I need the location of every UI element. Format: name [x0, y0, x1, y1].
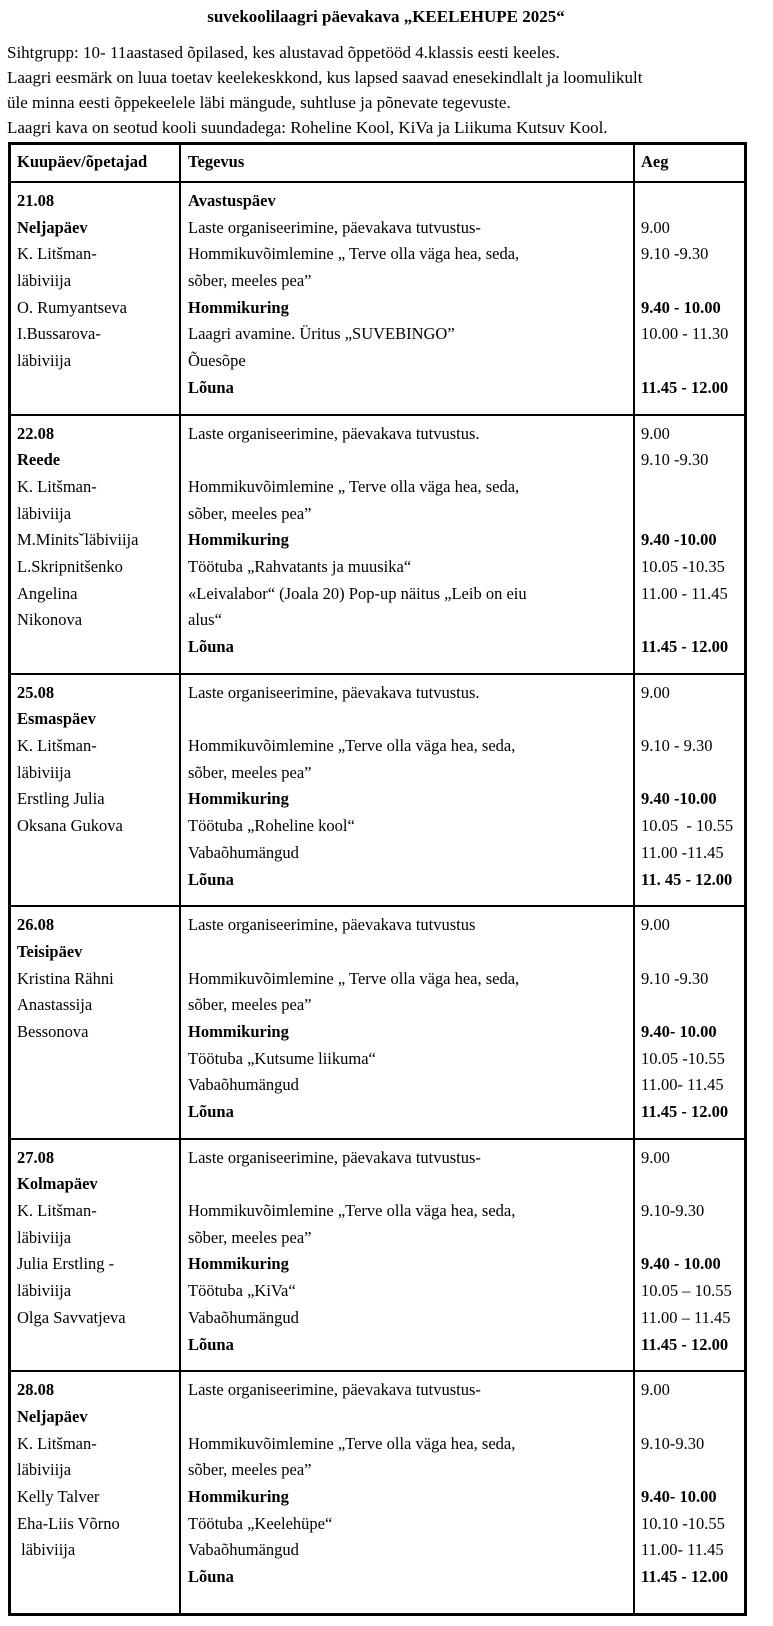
activity-line: Töötuba „Rahvatants ja muusika“	[188, 556, 412, 576]
activity-line: Hommikuvõimlemine „ Terve olla väga hea, seda,	[188, 968, 520, 988]
intro-line-kava: Laagri kava on seotud kooli suundadega: Roheline Kool, KiVa ja Liikuma Kutsuv Kool.	[7, 118, 608, 137]
activity-line: Hommikuvõimlemine „ Terve olla väga hea, seda,	[188, 244, 520, 264]
teacher-line: läbiviija	[17, 1227, 72, 1247]
teacher-line: 27.08	[17, 1147, 55, 1167]
time-line	[641, 474, 742, 501]
time-line	[641, 1225, 742, 1252]
teacher-line	[17, 1099, 175, 1126]
activity-line: sõber, meeles pea”	[188, 1227, 312, 1247]
time-line	[641, 706, 742, 733]
intro-paragraph	[7, 40, 765, 140]
time-line: 11.45 - 12.00	[641, 1334, 729, 1354]
teacher-line: K. Litšman-	[17, 476, 97, 496]
activity-line: Laste organiseerimine, päevakava tutvustus-	[188, 1380, 481, 1400]
teacher-line: Oksana Gukova	[17, 816, 123, 836]
intro-line-eesmark: Laagri eesmärk on luua toetav keelekeskkond, kus lapsed saavad enesekindlalt ja loomulikult	[7, 68, 643, 87]
activity-cell	[179, 416, 633, 673]
time-line: 11.00 - 11.45	[641, 583, 728, 603]
time-line	[641, 992, 742, 1019]
teacher-line: K. Litšman-	[17, 244, 97, 264]
activity-line: Laste organiseerimine, päevakava tutvustus.	[188, 423, 480, 443]
teacher-line	[17, 375, 175, 402]
activity-line	[188, 706, 627, 733]
activity-line: Lõuna	[188, 1567, 234, 1586]
page-title: suvekoolilaagri päevakava „KEELEHUPE 2025“	[207, 7, 565, 26]
activity-line: Lõuna	[188, 1334, 234, 1354]
time-line	[641, 1457, 742, 1484]
time-line: 9.10 -9.30	[641, 244, 709, 264]
time-line: 9.00	[641, 423, 670, 443]
activity-line: Õuesõpe	[188, 351, 246, 371]
day-section-21.08	[11, 181, 744, 414]
teacher-line: Anastassija	[17, 995, 93, 1015]
activity-line: sõber, meeles pea”	[188, 271, 312, 291]
time-line	[641, 188, 742, 215]
activity-cell	[179, 1140, 633, 1371]
time-line: 11.45 - 12.00	[641, 1102, 729, 1121]
teacher-line: K. Litšman-	[17, 736, 97, 756]
time-cell	[633, 907, 744, 1138]
activity-line: Töötuba „Keelehüpe“	[188, 1513, 333, 1533]
activity-line: Hommikuvõimlemine „Terve olla väga hea, seda,	[188, 1433, 516, 1453]
teacher-line	[17, 840, 175, 867]
time-cell	[633, 1140, 744, 1371]
teacher-line	[17, 634, 175, 661]
activity-line: sõber, meeles pea”	[188, 503, 312, 523]
activity-line	[188, 447, 627, 474]
time-line: 9.00	[641, 915, 670, 935]
teacher-line: läbiviija	[17, 271, 72, 291]
time-line: 9.40 -10.00	[641, 789, 717, 809]
teacher-line: Nikonova	[17, 610, 83, 630]
teacher-line: K. Litšman-	[17, 1433, 97, 1453]
teacher-line: 26.08	[17, 915, 55, 935]
activity-cell	[179, 907, 633, 1138]
activity-cell	[179, 1372, 633, 1613]
teacher-line: 25.08	[17, 682, 55, 702]
activity-line: Hommikuvõimlemine „Terve olla väga hea, seda,	[188, 1201, 516, 1221]
date-teachers-cell	[11, 1372, 179, 1613]
table-body	[11, 181, 744, 1613]
day-section-25.08	[11, 673, 744, 906]
time-line: 10.00 - 11.30	[641, 324, 729, 344]
teacher-line: Olga Savvatjeva	[17, 1307, 126, 1327]
teacher-line: läbiviija	[17, 1540, 76, 1560]
activity-line: Töötuba „KiVa“	[188, 1281, 296, 1301]
activity-line: Laste organiseerimine, päevakava tutvustus	[188, 915, 476, 935]
time-line: 11.45 - 12.00	[641, 1567, 729, 1586]
teacher-line	[17, 1564, 175, 1591]
teacher-line: Kelly Talver	[17, 1486, 100, 1506]
teacher-line: Reede	[17, 450, 61, 470]
teacher-line: 21.08	[17, 191, 55, 210]
activity-line: alus“	[188, 610, 222, 630]
column-header-tegevus: Tegevus	[179, 145, 633, 181]
time-line	[641, 348, 742, 375]
activity-line: Laste organiseerimine, päevakava tutvustus-	[188, 217, 481, 237]
teacher-line: I.Bussarova-	[17, 324, 101, 344]
time-line: 9.40- 10.00	[641, 1021, 717, 1041]
intro-line-sihtgrupp: Sihtgrupp: 10- 11aastased õpilased, kes alustavad õppetööd 4.klassis eesti keeles.	[7, 43, 560, 62]
activity-line: Laste organiseerimine, päevakava tutvustus-	[188, 1147, 481, 1167]
date-teachers-cell	[11, 1140, 179, 1371]
teacher-line: Bessonova	[17, 1021, 89, 1041]
activity-line: sõber, meeles pea”	[188, 762, 312, 782]
activity-line: Hommikuring	[188, 789, 289, 809]
activity-line: «Leivalabor“ (Joala 20) Pop-up näitus „Leib on eiu	[188, 583, 527, 603]
activity-line	[188, 1404, 627, 1431]
column-header-kuupaev-opetajad: Kuupäev/õpetajad	[17, 152, 148, 171]
activity-line: Hommikuring	[188, 1021, 289, 1041]
time-line: 9.40 - 10.00	[641, 1254, 721, 1274]
time-line: 11.00 -11.45	[641, 842, 724, 862]
teacher-line: Julia Erstling -	[17, 1254, 115, 1274]
time-line: 10.05 -10.55	[641, 1048, 725, 1068]
teacher-line: Kristina Rähni	[17, 968, 114, 988]
time-line	[641, 1404, 742, 1431]
activity-line: Vabaõhumängud	[188, 842, 299, 862]
time-line: 9.40- 10.00	[641, 1486, 717, 1506]
time-cell	[633, 1372, 744, 1613]
time-line	[641, 1171, 742, 1198]
activity-line: sõber, meeles pea”	[188, 995, 312, 1015]
time-line: 11.45 - 12.00	[641, 637, 729, 656]
activity-line: Hommikuring	[188, 1486, 289, 1506]
activity-line: Avastuspäev	[188, 191, 276, 210]
time-line: 9.40 -10.00	[641, 530, 717, 550]
activity-line: Hommikuvõimlemine „Terve olla väga hea, seda,	[188, 736, 516, 756]
date-teachers-cell	[11, 907, 179, 1138]
teacher-line: läbiviija	[17, 1460, 72, 1480]
time-line: 10.05 - 10.55	[641, 816, 734, 836]
time-line: 9.40 - 10.00	[641, 297, 721, 317]
time-line: 11.45 - 12.00	[641, 377, 729, 397]
teacher-line: Neljapäev	[17, 1406, 88, 1426]
day-section-28.08	[11, 1370, 744, 1613]
time-line: 11.00 – 11.45	[641, 1307, 731, 1327]
activity-line: Laste organiseerimine, päevakava tutvustus.	[188, 682, 480, 702]
activity-line: Lõuna	[188, 637, 234, 656]
activity-line: Vabaõhumängud	[188, 1540, 299, 1560]
day-section-26.08	[11, 905, 744, 1138]
date-teachers-cell	[11, 675, 179, 906]
activity-line: Vabaõhumängud	[188, 1307, 299, 1327]
activity-line: Hommikuring	[188, 1254, 289, 1274]
time-line: 10.05 – 10.55	[641, 1281, 732, 1301]
time-line: 9.00	[641, 1147, 670, 1167]
teacher-line: 22.08	[17, 423, 55, 443]
intro-line-eesmark-cont: üle minna eesti õppekeelele läbi mängude, suhtluse ja põnevate tegevuste.	[7, 93, 511, 112]
teacher-line	[17, 867, 175, 894]
time-line: 9.10 -9.30	[641, 450, 709, 470]
activity-line: Töötuba „Roheline kool“	[188, 816, 355, 836]
teacher-line: L.Skripnitšenko	[17, 556, 123, 576]
activity-cell	[179, 183, 633, 414]
time-line: 9.10 - 9.30	[641, 736, 713, 756]
teacher-line: M.Minitsˇläbiviija	[17, 530, 139, 550]
activity-line: sõber, meeles pea”	[188, 1460, 312, 1480]
teacher-line: 28.08	[17, 1380, 55, 1400]
table-header-row	[11, 145, 744, 181]
time-line: 9.00	[641, 682, 670, 702]
day-section-27.08	[11, 1138, 744, 1371]
time-line	[641, 501, 742, 528]
time-line: 11.00- 11.45	[641, 1540, 724, 1560]
teacher-line: Erstling Julia	[17, 789, 105, 809]
activity-line: Hommikuring	[188, 530, 289, 550]
date-teachers-cell	[11, 416, 179, 673]
activity-cell	[179, 675, 633, 906]
time-line: 9.10 -9.30	[641, 968, 709, 988]
teacher-line: O. Rumyantseva	[17, 297, 127, 317]
activity-line: Laagri avamine. Üritus „SUVEBINGO”	[188, 324, 455, 344]
teacher-line: läbiviija	[17, 762, 72, 782]
teacher-line	[17, 1332, 175, 1359]
activity-line	[188, 1171, 627, 1198]
time-line: 9.10-9.30	[641, 1433, 705, 1453]
activity-line: Töötuba „Kutsume liikuma“	[188, 1048, 376, 1068]
time-line	[641, 607, 742, 634]
time-cell	[633, 675, 744, 906]
time-line: 9.00	[641, 217, 670, 237]
teacher-line: K. Litšman-	[17, 1201, 97, 1221]
time-line	[641, 268, 742, 295]
time-line: 11. 45 - 12.00	[641, 869, 733, 889]
teacher-line: läbiviija	[17, 1281, 72, 1301]
activity-line: Hommikuring	[188, 297, 289, 317]
time-line	[641, 760, 742, 787]
activity-line	[188, 939, 627, 966]
time-line: 10.10 -10.55	[641, 1513, 725, 1533]
teacher-line: läbiviija	[17, 503, 72, 523]
activity-line: Hommikuvõimlemine „ Terve olla väga hea, seda,	[188, 476, 520, 496]
time-cell	[633, 416, 744, 673]
date-teachers-cell	[11, 183, 179, 414]
teacher-line: Eha-Liis Võrno	[17, 1513, 120, 1533]
time-line	[641, 939, 742, 966]
teacher-line	[17, 1046, 175, 1073]
time-line: 9.10-9.30	[641, 1201, 705, 1221]
time-cell	[633, 183, 744, 414]
column-header-aeg: Aeg	[633, 145, 744, 181]
teacher-line: läbiviija	[17, 351, 72, 371]
day-section-22.08	[11, 414, 744, 673]
activity-line: Lõuna	[188, 869, 234, 889]
time-line: 9.00	[641, 1380, 670, 1400]
teacher-line: Kolmapäev	[17, 1174, 98, 1194]
activity-line: Lõuna	[188, 1102, 234, 1121]
time-line: 10.05 -10.35	[641, 556, 725, 576]
teacher-line: Teisipäev	[17, 941, 83, 961]
time-line: 11.00- 11.45	[641, 1075, 724, 1095]
teacher-line: Neljapäev	[17, 217, 88, 237]
activity-line: Vabaõhumängud	[188, 1075, 299, 1095]
teacher-line: Esmaspäev	[17, 709, 96, 729]
teacher-line: Angelina	[17, 583, 78, 603]
schedule-table	[8, 142, 747, 1616]
activity-line: Lõuna	[188, 377, 234, 397]
teacher-line	[17, 1072, 175, 1099]
